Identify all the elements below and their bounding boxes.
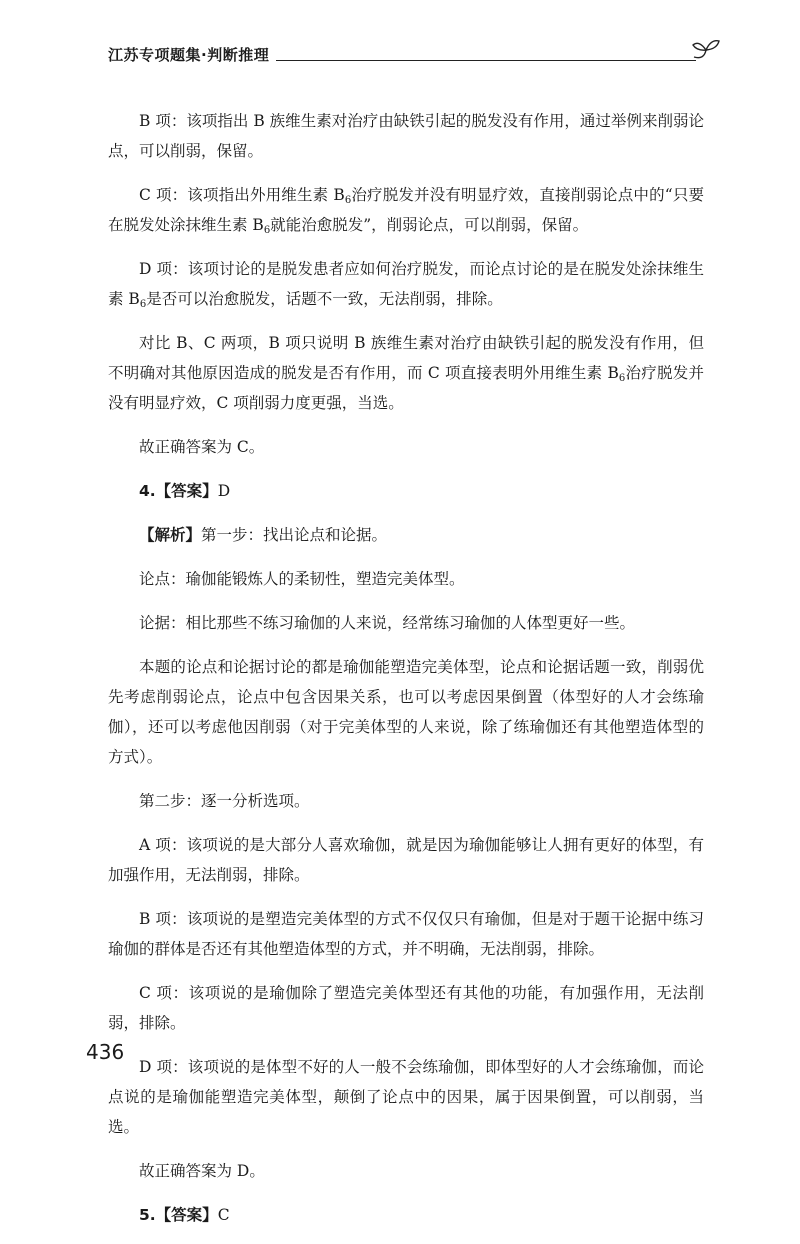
header-title: 江苏专项题集·判断推理 [108, 46, 270, 64]
paragraph-text: 故正确答案为 C。 [139, 438, 265, 456]
paragraph [108, 328, 704, 418]
paragraph-text: 第二步：逐一分析选项。 [139, 792, 310, 810]
paragraph [108, 786, 704, 816]
answer-label: 【解析】 [139, 526, 202, 544]
paragraph-text: C 项：该项说的是瑜伽除了塑造完美体型还有其他的功能，有加强作用，无法削弱，排除。 [108, 984, 704, 1032]
answer-label: 4.【答案】 [139, 482, 218, 500]
solution-text [108, 106, 704, 1244]
paragraph-text: D [217, 482, 231, 500]
page-header [108, 44, 720, 74]
paragraph-text: B 项：该项说的是塑造完美体型的方式不仅仅只有瑜伽，但是对于题干论据中练习瑜伽的群体是否还有其他塑造体型的方式，并不明确，无法削弱，排除。 [108, 910, 704, 958]
paragraph-text: 是否可以治愈脱发，话题不一致，无法削弱，排除。 [146, 290, 503, 308]
paragraph [108, 830, 704, 890]
paragraph [108, 904, 704, 964]
paragraph [108, 564, 704, 594]
paragraph-text: 治疗脱发并没有明显疗效，C 项削弱力度更强，当选。 [108, 364, 704, 412]
page-number: 436 [86, 1040, 125, 1064]
subscript: 6 [139, 299, 147, 310]
paragraph-text: D 项：该项说的是体型不好的人一般不会练瑜伽，即体型好的人才会练瑜伽，而论点说的是瑜伽能塑造完美体型，颠倒了论点中的因果，属于因果倒置，可以削弱，当选。 [108, 1058, 704, 1136]
paragraph [108, 652, 704, 772]
paragraph-text: 治疗脱发并没有明显疗效，直接削弱论点中的“只要在脱发处涂抹维生素 B [108, 186, 704, 234]
paragraph-text: 论据：相比那些不练习瑜伽的人来说，经常练习瑜伽的人体型更好一些。 [139, 614, 636, 632]
paragraph-text: 第一步：找出论点和论据。 [201, 526, 388, 544]
subscript: 6 [263, 225, 271, 236]
answer-label: 5.【答案】 [139, 1206, 218, 1224]
paragraph-text: D 项：该项讨论的是脱发患者应如何治疗脱发，而论点讨论的是在脱发处涂抹维生素 B [108, 260, 704, 308]
paragraph [108, 254, 704, 314]
paragraph [108, 106, 704, 166]
paragraph-text: A 项：该项说的是大部分人喜欢瑜伽，就是因为瑜伽能够让人拥有更好的体型，有加强作用，无法削弱，排除。 [108, 836, 704, 884]
paragraph [108, 608, 704, 638]
paragraph-text: C [217, 1206, 230, 1224]
paragraph-text: 就能治愈脱发”，削弱论点，可以削弱，保留。 [270, 216, 589, 234]
subscript: 6 [344, 195, 352, 206]
paragraph-text: 本题的论点和论据讨论的都是瑜伽能塑造完美体型，论点和论据话题一致，削弱优先考虑削弱论点，论点中包含因果关系，也可以考虑因果倒置（体型好的人才会练瑜伽），还可以考虑他因削弱（对于完美体型的人来说，除了练瑜伽还有其他塑造体型的方式）。 [108, 658, 704, 766]
subscript: 6 [618, 373, 626, 384]
paragraph [108, 180, 704, 240]
paragraph-text: 对比 B、C 两项，B 项只说明 B 族维生素对治疗由缺铁引起的脱发没有作用，但不明确对其他原因造成的脱发是否有作用，而 C 项直接表明外用维生素 B [108, 334, 704, 382]
paragraph [108, 1200, 704, 1230]
paragraph [108, 520, 704, 550]
paragraph-text: 论点：瑜伽能锻炼人的柔韧性，塑造完美体型。 [139, 570, 465, 588]
header-rule [276, 60, 696, 61]
paragraph-text: 故正确答案为 D。 [139, 1162, 265, 1180]
paragraph [108, 1156, 704, 1186]
paragraph-text: B 项：该项指出 B 族维生素对治疗由缺铁引起的脱发没有作用，通过举例来削弱论点，可以削弱，保留。 [108, 112, 704, 160]
paragraph [108, 978, 704, 1038]
paragraph-text: C 项：该项指出外用维生素 B [139, 186, 345, 204]
paragraph [108, 1052, 704, 1142]
sprout-icon [690, 36, 722, 66]
paragraph [108, 476, 704, 506]
paragraph [108, 432, 704, 462]
